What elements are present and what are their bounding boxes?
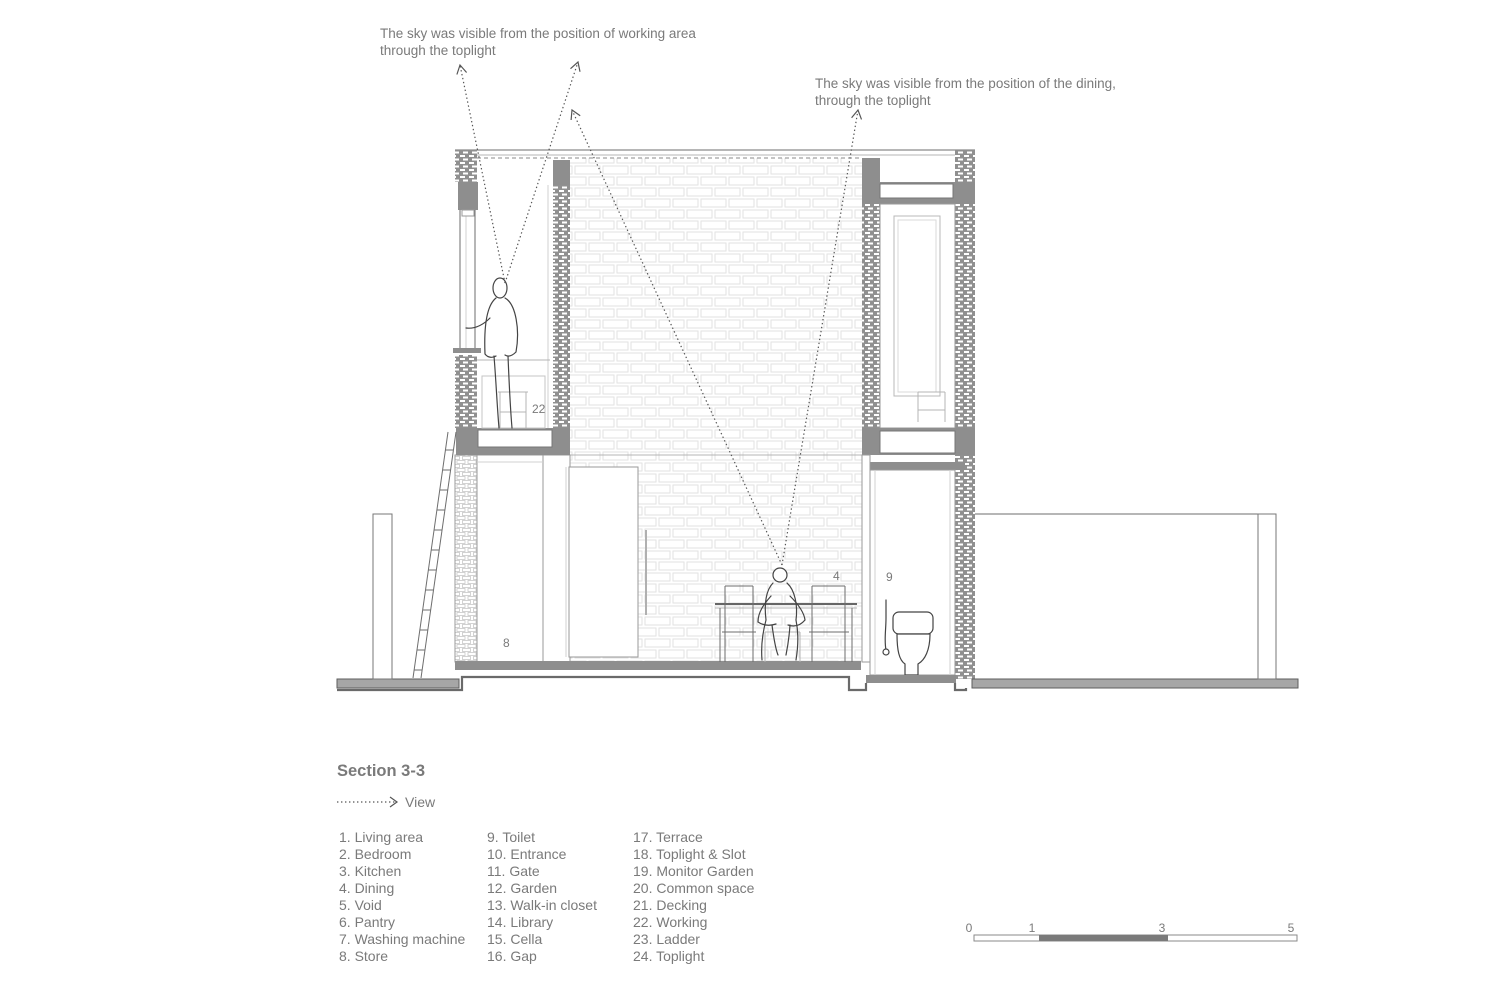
right-upper-window <box>880 204 955 428</box>
room-number-store: 8 <box>503 636 510 650</box>
annotation-dining-line1: The sky was visible from the position of the dining, <box>815 76 1116 91</box>
legend-item: 2. Bedroom <box>339 846 412 862</box>
left-wall-lower <box>455 455 477 662</box>
legend-item: 19. Monitor Garden <box>633 863 754 879</box>
scale-tick-5: 5 <box>1287 921 1295 935</box>
legend-item: 3. Kitchen <box>339 863 402 879</box>
right-wall-brick-lower <box>955 455 975 679</box>
toilet-tank <box>893 612 933 634</box>
legend-item: 12. Garden <box>487 880 558 896</box>
ladder-rungs <box>414 450 453 670</box>
right-wall-brick-top <box>955 150 975 182</box>
legend-item: 18. Toplight & Slot <box>633 846 746 862</box>
scale-tick-1: 1 <box>1028 921 1036 935</box>
room-number-toilet: 9 <box>886 570 893 584</box>
legend-column-2 <box>487 829 597 964</box>
annotation-dining <box>815 76 1116 108</box>
toilet-ceiling-shelf <box>870 462 965 470</box>
foundation-line-right <box>955 683 966 690</box>
legend-item: 24. Toplight <box>633 948 705 964</box>
roof-slab-right <box>862 182 975 204</box>
legend-item: 22. Working <box>633 914 708 930</box>
arrowhead-working-right <box>571 62 581 72</box>
legend-item: 11. Gate <box>487 863 540 879</box>
person-standing-body <box>485 298 518 357</box>
annotation-working-area <box>380 26 696 58</box>
fence-right-pier <box>1258 514 1276 679</box>
ladder <box>413 432 456 678</box>
scale-bar-dark-segment <box>1039 935 1168 941</box>
person-seated-head <box>773 568 787 582</box>
ladder-rail-right <box>421 432 456 678</box>
ground <box>337 661 1298 690</box>
scale-bar <box>966 921 1297 941</box>
annotation-dining-line2: through the toplight <box>815 93 931 108</box>
window-left-sash <box>462 210 474 216</box>
store-wardrobe <box>477 455 570 662</box>
fence-left <box>373 514 392 679</box>
legend-item: 14. Library <box>487 914 554 930</box>
brick-left-top <box>455 150 477 182</box>
ground-floor-slab <box>455 661 861 670</box>
room-number-working: 22 <box>532 402 546 416</box>
drawing-title: Section 3-3 <box>337 762 426 780</box>
interior-column <box>553 160 570 428</box>
legend-item: 20. Common space <box>633 880 755 896</box>
legend-item: 16. Gap <box>487 948 537 964</box>
legend-item: 21. Decking <box>633 897 707 913</box>
brick-wall-lower-left <box>455 455 477 662</box>
legend-item: 6. Pantry <box>339 914 396 930</box>
right-wall-brick-upper <box>955 204 975 428</box>
ground-left <box>337 679 459 688</box>
ground-right <box>972 679 1298 688</box>
legend-item: 23. Ladder <box>633 931 700 947</box>
fence-right <box>975 514 1276 679</box>
upper-floor-slab-left <box>456 428 570 455</box>
slab-left-recess <box>478 430 552 447</box>
annotation-working-line2: through the toplight <box>380 43 496 58</box>
legend-item: 9. Toilet <box>487 829 535 845</box>
roof-slab-opening <box>880 184 953 198</box>
scale-tick-0: 0 <box>965 921 973 935</box>
fence-left-pier <box>373 514 392 679</box>
upper-floor-slab-right <box>862 428 975 470</box>
right-wall <box>955 150 975 679</box>
scale-tick-3: 3 <box>1158 921 1166 935</box>
person-standing-head <box>493 278 507 298</box>
working-area <box>477 185 550 428</box>
view-legend <box>337 794 436 810</box>
legend-item: 8. Store <box>339 948 389 964</box>
annotation-working-line1: The sky was visible from the position of working area <box>380 26 696 41</box>
legend-column-1 <box>339 829 466 964</box>
working-stool <box>498 392 528 428</box>
legend-column-3 <box>633 829 755 964</box>
right-column-brick <box>862 204 880 428</box>
ladder-rail-left <box>413 432 448 678</box>
legend-item: 7. Washing machine <box>339 931 466 947</box>
lintel-left <box>458 182 478 210</box>
arrowhead-working-left <box>457 65 467 75</box>
wardrobe-panel-main <box>477 455 543 662</box>
door-panel <box>569 467 638 657</box>
arrowhead-dining-left <box>571 110 580 120</box>
brick-left-lower <box>455 355 477 428</box>
left-wall-upper <box>453 150 481 428</box>
bidet-hose-valve <box>883 649 889 655</box>
interior-column-brick <box>553 185 570 428</box>
work-desk <box>453 348 481 353</box>
legend-item: 13. Walk-in closet <box>487 897 597 913</box>
slab-right-recess <box>880 431 955 453</box>
right-column-cap <box>862 158 880 182</box>
legend-item: 5. Void <box>339 897 382 913</box>
legend-item: 4. Dining <box>339 880 395 896</box>
legend-item: 10. Entrance <box>487 846 567 862</box>
view-legend-label: View <box>405 794 436 810</box>
legend-item: 17. Terrace <box>633 829 703 845</box>
toilet-floor-slab <box>866 675 956 683</box>
entrance-door <box>566 467 646 657</box>
legend-item: 15. Cella <box>487 931 543 947</box>
interior-column-cap <box>553 160 570 185</box>
room-number-dining: 4 <box>833 569 840 583</box>
legend-item: 1. Living area <box>339 829 424 845</box>
toilet-partition <box>862 455 870 662</box>
